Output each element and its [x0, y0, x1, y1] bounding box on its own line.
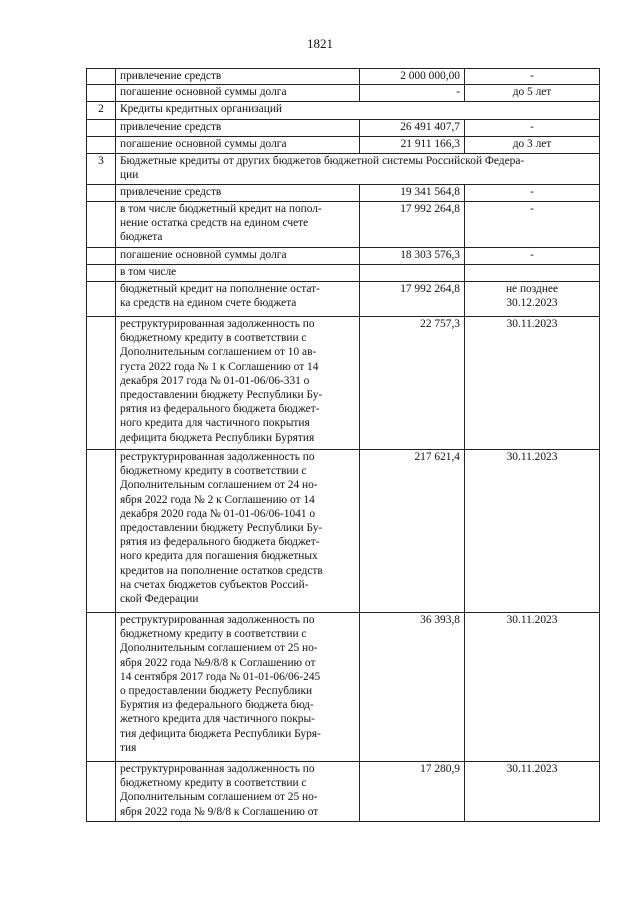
row-description: Бюджетные кредиты от других бюджетов бюджетной системы Российской Федера- ции [116, 154, 600, 185]
row-description: погашение основной суммы долга [116, 85, 360, 102]
table-row [87, 317, 600, 450]
row-number [87, 762, 116, 822]
row-description: привлечение средств [116, 120, 360, 137]
row-amount: 17 992 264,8 [360, 282, 465, 317]
row-term: - [465, 248, 600, 265]
row-description: в том числе бюджетный кредит на попол- нение остатка средств на едином счете бюджета [116, 202, 360, 248]
table-row [87, 248, 600, 265]
table-row [87, 613, 600, 762]
table-row [87, 265, 600, 282]
table-row [87, 137, 600, 154]
row-number [87, 317, 116, 450]
row-term: до 3 лет [465, 137, 600, 154]
table-row [87, 450, 600, 613]
row-number [87, 613, 116, 762]
row-amount: 18 303 576,3 [360, 248, 465, 265]
row-term: - [465, 202, 600, 248]
row-amount: 2 000 000,00 [360, 69, 465, 85]
row-description: Кредиты кредитных организаций [116, 102, 600, 120]
row-description: привлечение средств [116, 185, 360, 202]
row-term: до 5 лет [465, 85, 600, 102]
row-description: бюджетный кредит на пополнение остат- ка средств на едином счете бюджета [116, 282, 360, 317]
row-description: погашение основной суммы долга [116, 248, 360, 265]
table-row [87, 120, 600, 137]
table-row [87, 185, 600, 202]
row-number [87, 248, 116, 265]
row-amount: 36 393,8 [360, 613, 465, 762]
row-term: 30.11.2023 [465, 613, 600, 762]
row-amount: 26 491 407,7 [360, 120, 465, 137]
row-term: 30.11.2023 [465, 317, 600, 450]
table-row [87, 85, 600, 102]
row-number [87, 85, 116, 102]
row-number [87, 265, 116, 282]
row-description: погашение основной суммы долга [116, 137, 360, 154]
row-term: 30.11.2023 [465, 450, 600, 613]
row-description: реструктурированная задолженность по бюджетному кредиту в соответствии с Дополнительным соглашением от 25 но- ября 2022 года № 9/8/8 к Соглашению от [116, 762, 360, 822]
row-number [87, 69, 116, 85]
page-number: 1821 [307, 36, 333, 51]
row-number [87, 282, 116, 317]
table-row [87, 154, 600, 185]
row-number [87, 450, 116, 613]
row-term: - [465, 185, 600, 202]
row-number [87, 120, 116, 137]
row-amount [360, 265, 465, 282]
row-amount: 21 911 166,3 [360, 137, 465, 154]
row-term: не позднее 30.12.2023 [465, 282, 600, 317]
row-description: привлечение средств [116, 69, 360, 85]
row-number: 3 [87, 154, 116, 185]
row-description: реструктурированная задолженность по бюджетному кредиту в соответствии с Дополнительным соглашением от 24 но- ября 2022 года № 2 к Соглашению от 14 декабря 2020 года № 01-01-06/06-1041 о предоставлении бюджету Республики Бу- рятия из федерального бюджета бюджет- ного кредита для погашения бюджетных кредитов на пополнение остатков средств на счетах бюджетов субъектов Россий- ской Федерации [116, 450, 360, 613]
row-amount: 22 757,3 [360, 317, 465, 450]
row-description: реструктурированная задолженность по бюджетному кредиту в соответствии с Дополнительным соглашением от 25 но- ября 2022 года №9/8/8 к Соглашению от 14 сентября 2017 года № 01-01-06/06-245 о предоставлении бюджету Республики Бурятия из федерального бюджета бюд- жетного кредита для частичного покры- тия дефицита бюджета Республики Буря- тия [116, 613, 360, 762]
debt-table [86, 68, 600, 822]
row-amount: 19 341 564,8 [360, 185, 465, 202]
row-number: 2 [87, 102, 116, 120]
table-row [87, 282, 600, 317]
table-row [87, 69, 600, 85]
row-amount: - [360, 85, 465, 102]
table-row [87, 202, 600, 248]
row-description: реструктурированная задолженность по бюджетному кредиту в соответствии с Дополнительным соглашением от 10 ав- густа 2022 года № 1 к Соглашению от 14 декабря 2017 года № 01-01-06/06-331 о предоставлении бюджету Республики Бу- рятия из федерального бюджета бюджет- ного кредита для частичного покрытия дефицита бюджета Республики Бурятия [116, 317, 360, 450]
table-row [87, 102, 600, 120]
row-term: - [465, 69, 600, 85]
row-term: - [465, 120, 600, 137]
row-description: в том числе [116, 265, 360, 282]
row-term: 30.11.2023 [465, 762, 600, 822]
row-amount: 217 621,4 [360, 450, 465, 613]
row-term [465, 265, 600, 282]
row-number [87, 185, 116, 202]
table-row [87, 762, 600, 822]
row-amount: 17 280,9 [360, 762, 465, 822]
row-number [87, 137, 116, 154]
row-number [87, 202, 116, 248]
row-amount: 17 992 264,8 [360, 202, 465, 248]
